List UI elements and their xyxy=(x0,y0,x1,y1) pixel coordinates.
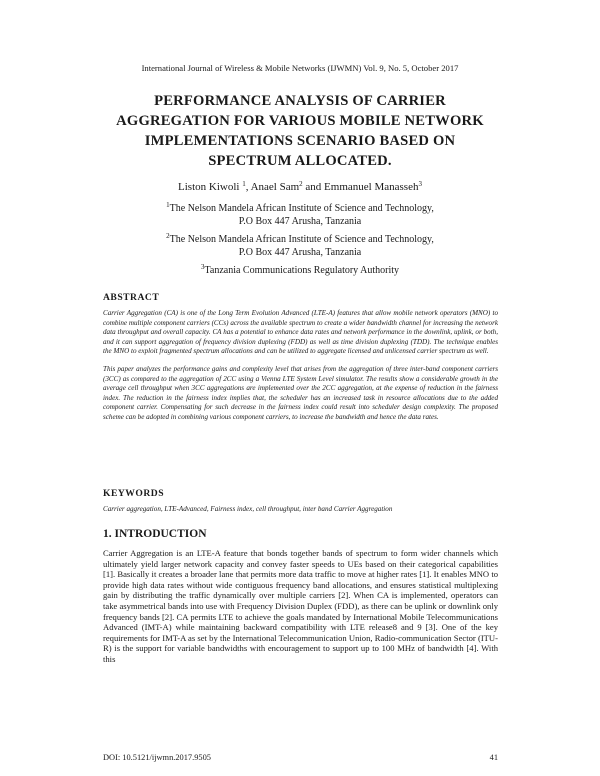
author-name: Liston Kiwoli xyxy=(178,181,243,193)
keywords-text: Carrier aggregation, LTE-Advanced, Fairness index, cell throughput, inter band Carrier Aggregation xyxy=(103,505,393,513)
title-line: AGGREGATION FOR VARIOUS MOBILE NETWORK xyxy=(116,113,484,129)
keywords-heading: KEYWORDS xyxy=(103,488,165,499)
title-line: IMPLEMENTATIONS SCENARIO BASED ON xyxy=(144,133,456,149)
affiliation-sup: 2 xyxy=(166,232,170,240)
introduction-heading: 1. INTRODUCTION xyxy=(103,528,207,540)
paper-title xyxy=(60,91,540,171)
affiliation-sup: 1 xyxy=(166,201,170,209)
affiliation-line: P.O Box 447 Arusha, Tanzania xyxy=(238,247,362,258)
affiliation-line: The Nelson Mandela African Institute of Science and Technology, xyxy=(169,203,434,214)
affiliation-1 xyxy=(0,202,600,228)
abstract-paragraph: This paper analyzes the performance gains and complexity level that arises from the aggregation of three inter-band component carriers (3CC) as compared to the aggregation of 2CC using a Vienna LTE System Level simulator. The results show a considerable growth in the average cell throughput when 3CC aggregations are implemented over the 2CC aggregation, at the expense of reduction in the fairness index. The reduction in the fairness index implies that, the scheduler has an increased task in resource allocations due to the added component carrier. Compensating for such decrease in the fairness index could result into scheduler design complexity. The proposed scheme can be adopted in combining various component carriers, to increase the bandwidth and hence the data rates. xyxy=(103,365,498,421)
author-sup: 3 xyxy=(418,180,422,188)
introduction-text: Carrier Aggregation is an LTE-A feature that bonds together bands of spectrum to form wider channels which ultimately yield larger network capacity and convey faster speeds to UEs based on their categorical capabilities [1]. Basically it creates a broader lane that permits more data traffic to move at higher rates [1]. It enables MNO to provide high data rates without wide contiguous frequency band allocations, and ensures statistical multiplexing gain by distributing the traffic dynamically over multiple carriers [2]. When CA is implemented, operators can take asymmetrical bands into use with Frequency Division Duplex (FDD), as there can be uplink or downlink only frequency bands [2]. CA permits LTE to achieve the goals mandated by International Mobile Telecommunications Advanced (IMT-A) while maintaining backward compatibility with LTE release8 and 9 [3]. One of the key requirements for IMT-A as set by the International Telecommunication Union, Radio-communication Sector (ITU-R) is the support for variable bandwidths with encouragement to support up to 100 MHz of bandwidth [4]. With this xyxy=(103,548,498,664)
author-name: and Emmanuel Manasseh xyxy=(302,181,419,193)
author-sup: 2 xyxy=(299,180,303,188)
doi-link[interactable]: DOI: 10.5121/ijwmn.2017.9505 xyxy=(103,753,211,762)
affiliation-2 xyxy=(0,233,600,259)
title-line: SPECTRUM ALLOCATED. xyxy=(208,153,392,169)
affiliation-line: The Nelson Mandela African Institute of Science and Technology, xyxy=(169,234,434,245)
abstract-paragraph: Carrier Aggregation (CA) is one of the Long Term Evolution Advanced (LTE-A) features that allow mobile network operators (MNO) to combine multiple component carriers (CCs) across the available spectrum to create a wider bandwidth channel for increasing the network data throughput and overall capacity. CA has a potential to enhance data rates and network performance in the downlink, uplink, or both, and it can support aggregation of frequency division duplexing (FDD) as well as time division duplexing (TDD). The technique enables the MNO to exploit fragmented spectrum allocations and can be utilized to aggregate licensed and unlicensed carrier spectrum as well. xyxy=(103,309,498,356)
abstract-heading: ABSTRACT xyxy=(103,292,160,303)
affiliation-3 xyxy=(0,264,600,277)
title-line: PERFORMANCE ANALYSIS OF CARRIER xyxy=(154,93,446,109)
affiliation-sup: 3 xyxy=(200,263,205,271)
affiliation-line: Tanzania Communications Regulatory Authority xyxy=(204,265,400,276)
page-number: 41 xyxy=(489,753,498,762)
author-sup: 1 xyxy=(242,180,246,188)
author-name: , Anael Sam xyxy=(245,181,300,193)
author-list xyxy=(0,181,600,193)
journal-header: International Journal of Wireless & Mobile Networks (IJWMN) Vol. 9, No. 5, October 2017 xyxy=(141,63,459,73)
affiliation-line: P.O Box 447 Arusha, Tanzania xyxy=(238,216,362,227)
